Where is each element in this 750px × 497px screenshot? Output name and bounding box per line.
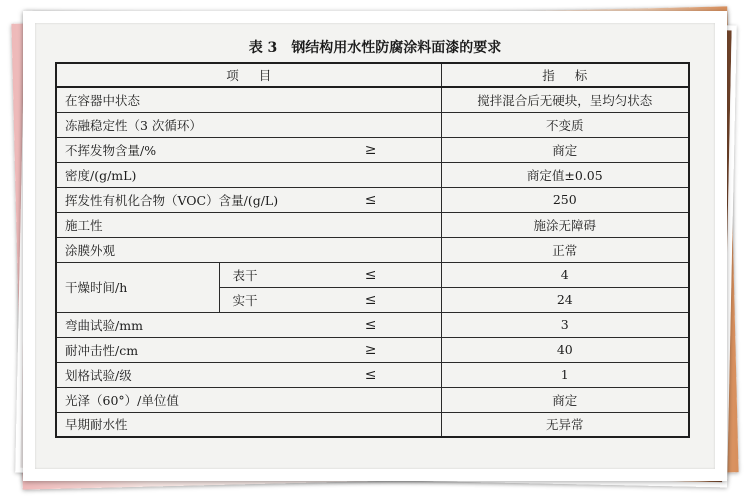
header-item: 项 目 — [56, 63, 441, 87]
table-header-row — [56, 63, 689, 87]
item-label: 密度/(g/mL) — [65, 167, 137, 183]
spec-cell: 3 — [441, 312, 689, 337]
spec-cell: 商定 — [441, 137, 689, 162]
item-label: 挥发性有机化合物（VOC）含量/(g/L) — [65, 192, 279, 208]
header-spec: 指 标 — [441, 63, 689, 87]
item-label: 涂膜外观 — [65, 242, 116, 258]
item-cell — [56, 212, 441, 237]
item-label: 在容器中状态 — [65, 92, 141, 108]
spec-cell: 正常 — [441, 237, 689, 262]
item-cell — [56, 112, 441, 137]
table-number: 表 3 — [248, 40, 278, 56]
table-row — [56, 137, 689, 162]
item-label: 早期耐水性 — [65, 417, 128, 433]
table-title: 钢结构用水性防腐涂料面漆的要求 — [291, 40, 502, 56]
spec-cell: 40 — [441, 337, 689, 362]
item-cell — [56, 312, 441, 337]
spec-cell: 4 — [441, 262, 689, 287]
comparison-sign: ≤ — [364, 191, 377, 208]
table-row — [56, 112, 689, 137]
comparison-sign: ≤ — [364, 316, 377, 333]
table-row — [56, 237, 689, 262]
table-row — [56, 187, 689, 212]
item-label: 耐冲击性/cm — [65, 342, 139, 358]
item-cell — [56, 237, 441, 262]
comparison-sign: ≤ — [364, 366, 377, 383]
table-row — [56, 362, 689, 387]
item-cell — [56, 362, 441, 387]
sub-item-label: 表干 — [232, 267, 258, 283]
item-label: 光泽（60°）/单位值 — [65, 392, 179, 408]
item-label: 弯曲试验/mm — [65, 317, 143, 333]
requirements-table — [55, 62, 690, 438]
sub-item-cell — [219, 262, 441, 287]
comparison-sign: ≤ — [364, 291, 377, 308]
spec-cell: 施涂无障碍 — [441, 212, 689, 237]
comparison-sign: ≥ — [364, 341, 377, 358]
item-cell — [56, 137, 441, 162]
item-label: 不挥发物含量/% — [65, 142, 157, 158]
spec-cell: 不变质 — [441, 112, 689, 137]
item-cell — [56, 162, 441, 187]
table-row — [56, 312, 689, 337]
item-label: 施工性 — [65, 217, 103, 233]
table-row — [56, 162, 689, 187]
spec-cell: 250 — [441, 187, 689, 212]
spec-cell: 1 — [441, 362, 689, 387]
spec-cell: 24 — [441, 287, 689, 312]
item-cell — [56, 387, 441, 412]
item-label: 冻融稳定性（3 次循环） — [65, 117, 202, 133]
item-cell — [56, 87, 441, 112]
table-row — [56, 337, 689, 362]
spec-cell: 商定值±0.05 — [441, 162, 689, 187]
table-row — [56, 387, 689, 412]
table-caption — [23, 40, 727, 56]
table-row — [56, 212, 689, 237]
sub-item-cell — [219, 287, 441, 312]
table-row — [56, 262, 689, 287]
table-row — [56, 87, 689, 112]
spec-cell: 搅拌混合后无硬块，呈均匀状态 — [441, 87, 689, 112]
comparison-sign: ≥ — [364, 141, 377, 158]
drying-time-cell: 干燥时间/h — [56, 262, 219, 312]
item-cell — [56, 412, 441, 437]
comparison-sign: ≤ — [364, 266, 377, 283]
spec-cell: 商定 — [441, 387, 689, 412]
photo-frame — [23, 11, 727, 481]
item-cell — [56, 337, 441, 362]
table-row — [56, 412, 689, 437]
sub-item-label: 实干 — [232, 292, 258, 308]
spec-cell: 无异常 — [441, 412, 689, 437]
item-label: 划格试验/级 — [65, 367, 132, 383]
item-cell — [56, 187, 441, 212]
